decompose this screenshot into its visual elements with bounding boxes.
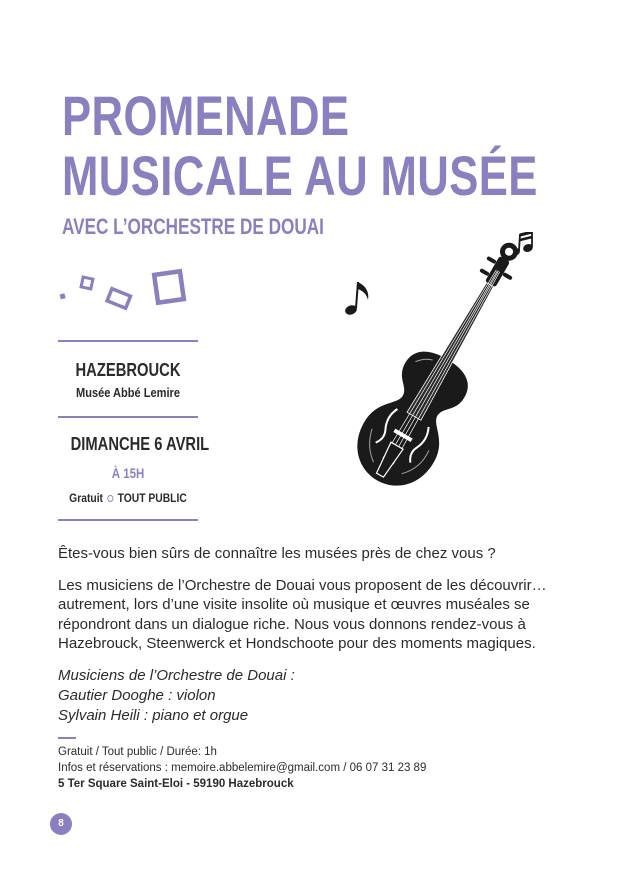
eighth-note-icon — [344, 282, 368, 316]
practical-address: 5 Ter Square Saint-Eloi - 59190 Hazebrouck — [58, 778, 294, 790]
credits-heading: Musiciens de l’Orchestre de Douai : — [58, 666, 295, 684]
page-title — [62, 86, 538, 206]
event-info — [58, 340, 210, 521]
credits — [58, 666, 558, 726]
page-number: 8 — [50, 813, 72, 835]
event-price-audience — [68, 491, 188, 505]
description-paragraph: Les musiciens de l’Orchestre de Douai vous proposent de les découvrir… autrement, lors d’une visite insolite où musique et œuvres muséales se répondront dans un dialogue riche. Nous vous donnons rendez-vous à Hazebrouck, Steenwerck et Hondschoote pour des moments magiques. — [58, 576, 547, 652]
subtitle: AVEC L’ORCHESTRE DE DOUAI — [62, 214, 324, 239]
square-large — [154, 271, 184, 302]
event-city: HAZEBROUCK — [75, 360, 181, 380]
square-small — [81, 277, 93, 289]
description — [58, 544, 558, 726]
divider — [58, 416, 198, 418]
event-time: À 15H — [111, 465, 145, 481]
violin-illustration — [318, 232, 538, 528]
bullet-icon — [107, 495, 113, 502]
practical-line-2: Infos et réservations : memoire.abbelemire@gmail.com / 06 07 31 23 89 — [58, 762, 427, 774]
divider-short — [58, 737, 76, 739]
square-medium — [107, 289, 130, 309]
square-dot — [60, 293, 66, 299]
description-intro: Êtes-vous bien sûrs de connaître les musées près de chez vous ? — [58, 545, 496, 562]
credit-violin: Gautier Dooghe : violon — [58, 686, 216, 704]
divider — [58, 519, 198, 521]
violin-body — [342, 232, 538, 500]
title-line-2: MUSICALE AU MUSÉE — [62, 144, 538, 207]
credit-piano: Sylvain Heili : piano et orgue — [58, 706, 249, 724]
decorative-squares — [56, 268, 196, 318]
event-date: DIMANCHE 6 AVRIL — [70, 434, 210, 454]
practical-line-1: Gratuit / Tout public / Durée: 1h — [58, 746, 217, 758]
divider — [58, 340, 198, 342]
event-audience: TOUT PUBLIC — [117, 491, 187, 505]
event-venue: Musée Abbé Lemire — [76, 385, 180, 400]
practical-info — [58, 744, 578, 792]
title-line-1: PROMENADE — [62, 84, 350, 147]
event-price: Gratuit — [69, 491, 104, 505]
